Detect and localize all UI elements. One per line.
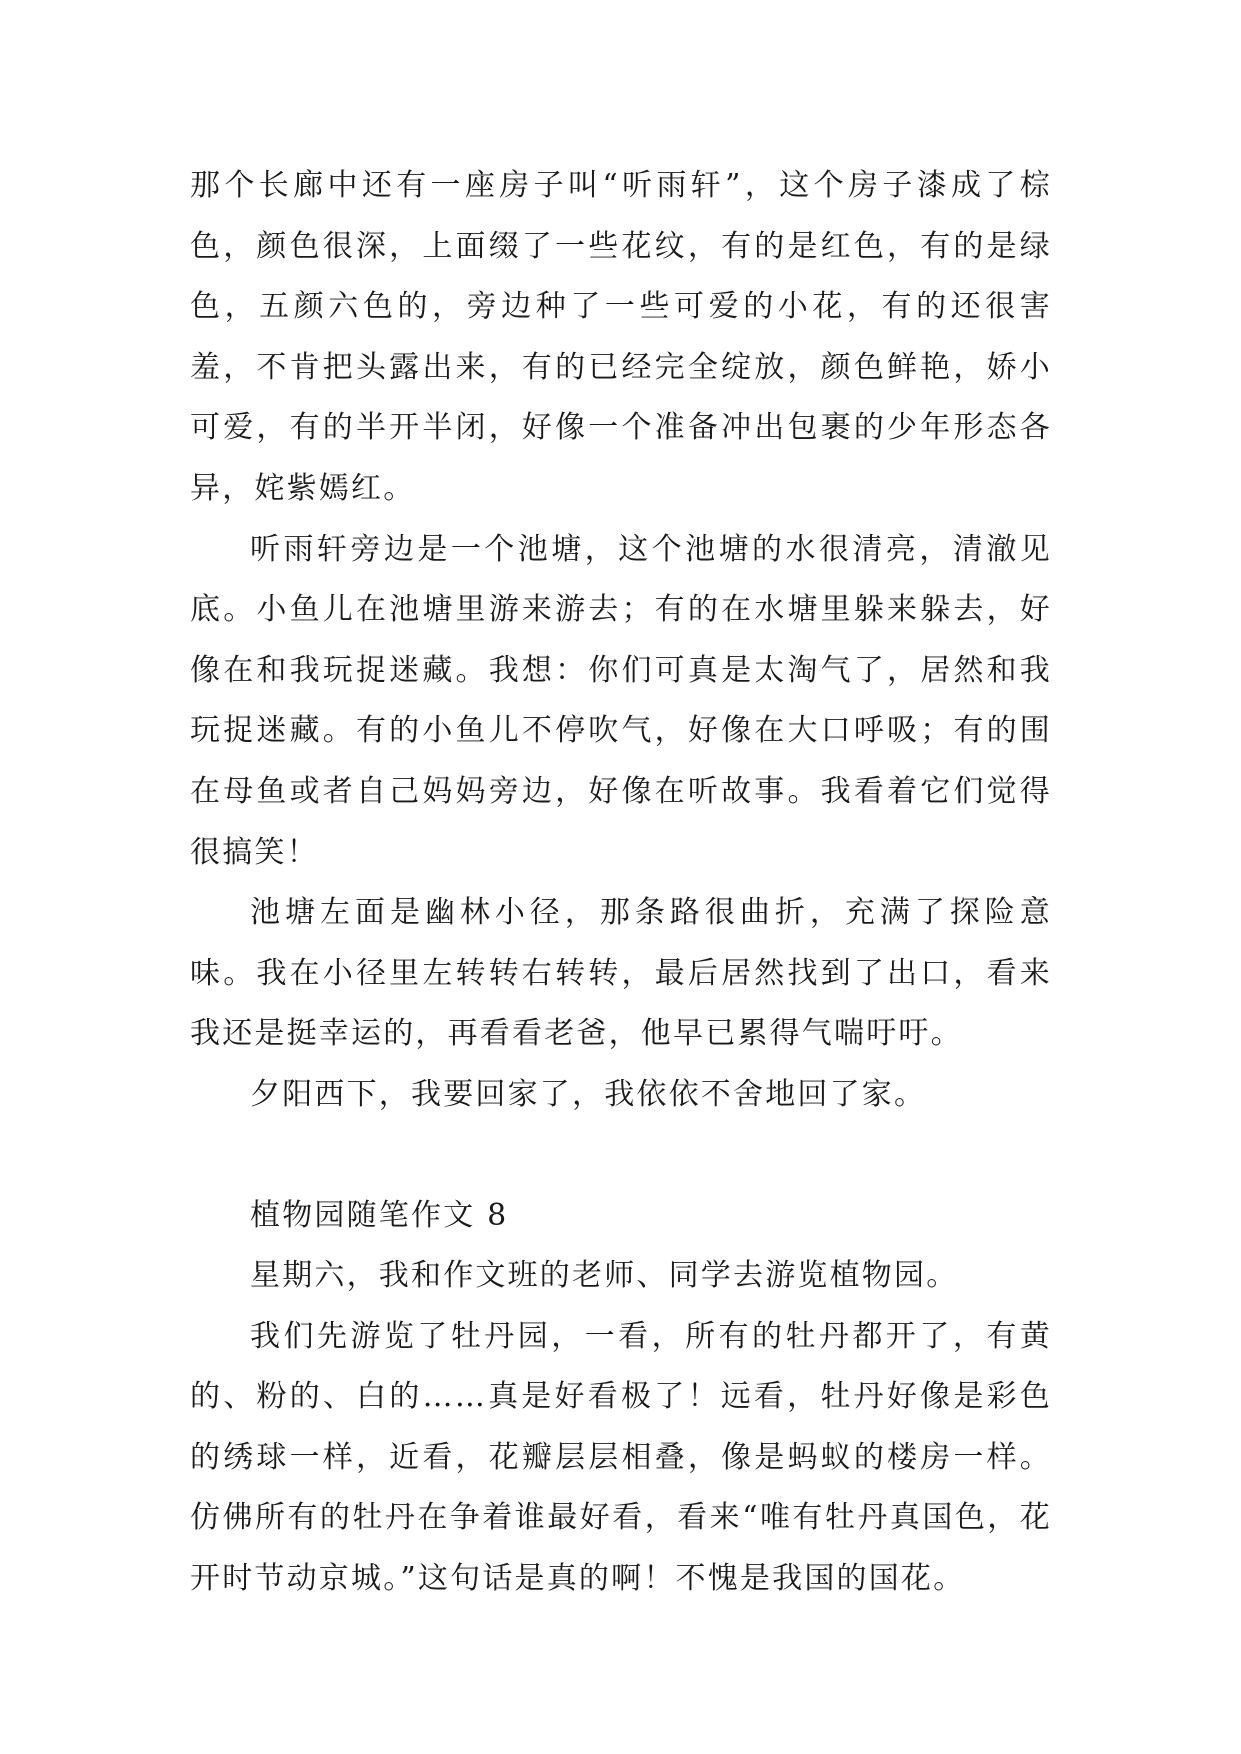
paragraph-ting-yu-xuan: 那个长廊中还有一座房子叫“听雨轩”，这个房子漆成了棕色，颜色很深，上面缀了一些花纹，有的是红色，有的是绿色，五颜六色的，旁边种了一些可爱的小花，有的还很害羞，不肯把头露出来，有的已经完全绽放，颜色鲜艳，娇小可爱，有的半开半闭，好像一个准备冲出包裹的少年形态各异，姹紫嫣红。 <box>190 168 1052 506</box>
paragraph-saturday: 星期六，我和作文班的老师、同学去游览植物园。 <box>250 1258 959 1294</box>
section-title: 植物园随笔作文 8 <box>250 1197 509 1233</box>
document-page <box>190 156 1052 1610</box>
paragraph-peony-garden: 我们先游览了牡丹园，一看，所有的牡丹都开了，有黄的、粉的、白的……真是好看极了！远看，牡丹好像是彩色的绣球一样，近看，花瓣层层相叠，像是蚂蚁的楼房一样。仿佛所有的牡丹在争着谁最好看，看来“唯有牡丹真国色，花开时节动京城。”这句话是真的啊！不愧是我国的国花。 <box>190 1318 1052 1597</box>
paragraph-pond: 听雨轩旁边是一个池塘，这个池塘的水很清亮，清澈见底。小鱼儿在池塘里游来游去；有的在水塘里躲来躲去，好像在和我玩捉迷藏。我想：你们可真是太淘气了，居然和我玩捉迷藏。有的小鱼儿不停吹气，好像在大口呼吸；有的围在母鱼或者自己妈妈旁边，好像在听故事。我看着它们觉得很搞笑！ <box>190 531 1052 870</box>
paragraph-forest-path: 池塘左面是幽林小径，那条路很曲折，充满了探险意味。我在小径里左转转右转转，最后居然找到了出口，看来我还是挺幸运的，再看看老爸，他早已累得气喘吁吁。 <box>190 895 1052 1052</box>
section-spacer <box>190 1126 1052 1186</box>
paragraph-sunset: 夕阳西下，我要回家了，我依依不舍地回了家。 <box>250 1076 927 1112</box>
